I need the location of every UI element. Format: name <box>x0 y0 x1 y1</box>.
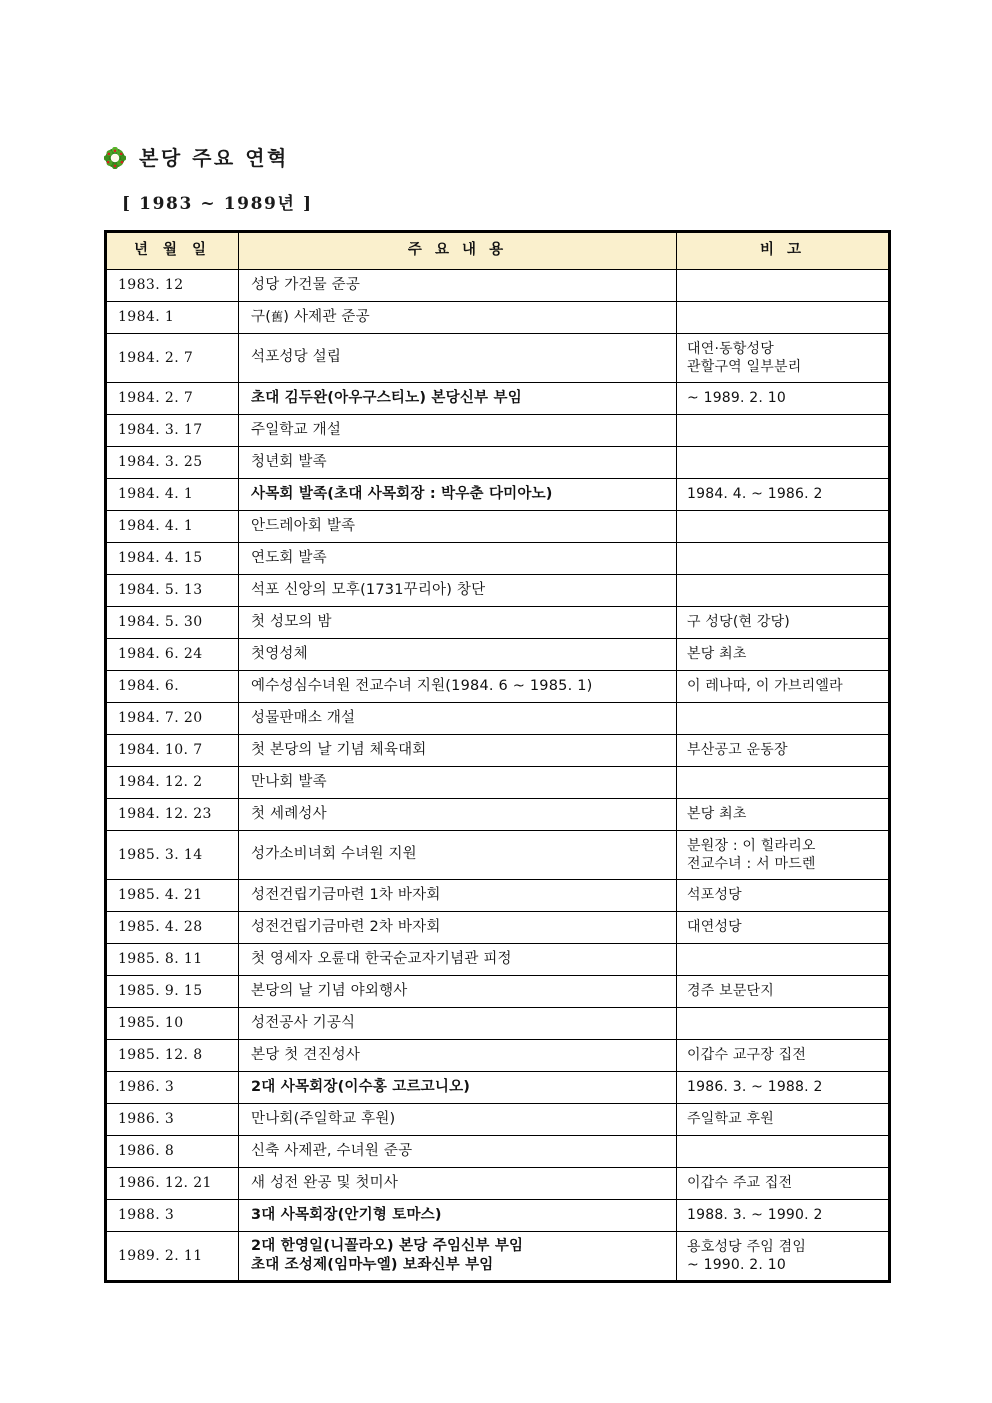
table-row <box>106 415 890 447</box>
table-body <box>106 270 890 1282</box>
cell-date: 1983. 12 <box>106 270 239 302</box>
cell-remarks <box>677 334 890 383</box>
table-row <box>106 270 890 302</box>
cell-date: 1984. 4. 1 <box>106 479 239 511</box>
column-header-date: 년 월 일 <box>106 232 239 270</box>
cell-remarks <box>677 543 890 575</box>
cell-content: 본당의 날 기념 야외행사 <box>239 976 677 1008</box>
parish-history-table <box>104 230 891 1283</box>
cell-date: 1985. 3. 14 <box>106 831 239 880</box>
cell-date: 1984. 7. 20 <box>106 703 239 735</box>
cell-remarks: 석포성당 <box>677 880 890 912</box>
cell-remarks <box>677 831 890 880</box>
cell-remarks: ~ 1989. 2. 10 <box>677 383 890 415</box>
table-row <box>106 639 890 671</box>
cell-date: 1984. 5. 13 <box>106 575 239 607</box>
cell-content: 예수성심수녀원 전교수녀 지원(1984. 6 ~ 1985. 1) <box>239 671 677 703</box>
cell-content: 2대 사목회장(이수홍 고르고니오) <box>239 1072 677 1104</box>
cell-remarks: 이갑수 주교 집전 <box>677 1168 890 1200</box>
table-row <box>106 735 890 767</box>
table-row <box>106 1104 890 1136</box>
cell-content: 초대 김두완(아우구스티노) 본당신부 부임 <box>239 383 677 415</box>
column-header-content: 주 요 내 용 <box>239 232 677 270</box>
cell-content: 구(舊) 사제관 준공 <box>239 302 677 334</box>
cell-remarks: 본당 최초 <box>677 799 890 831</box>
cell-remarks: 1988. 3. ~ 1990. 2 <box>677 1200 890 1232</box>
cell-date: 1984. 2. 7 <box>106 383 239 415</box>
cell-content: 사목회 발족(초대 사목회장 : 박우춘 다미아노) <box>239 479 677 511</box>
cell-remarks <box>677 415 890 447</box>
cell-content: 안드레아회 발족 <box>239 511 677 543</box>
cell-content: 첫 본당의 날 기념 체육대회 <box>239 735 677 767</box>
cell-date: 1986. 8 <box>106 1136 239 1168</box>
cell-content: 성가소비녀회 수녀원 지원 <box>239 831 677 880</box>
cell-date: 1984. 1 <box>106 302 239 334</box>
cell-date: 1988. 3 <box>106 1200 239 1232</box>
cell-content-line: 초대 조성제(임마누엘) 보좌신부 부임 <box>251 1257 494 1273</box>
cell-content: 주일학교 개설 <box>239 415 677 447</box>
cell-remarks: 이 레나따, 이 가브리엘라 <box>677 671 890 703</box>
cell-content: 첫 성모의 밤 <box>239 607 677 639</box>
cell-content: 성전건립기금마련 1차 바자회 <box>239 880 677 912</box>
cell-remarks: 부산공고 운동장 <box>677 735 890 767</box>
table-row <box>106 543 890 575</box>
cell-remarks-line: ~ 1990. 2. 10 <box>687 1257 786 1273</box>
cell-content: 만나회(주일학교 후원) <box>239 1104 677 1136</box>
cell-remarks: 대연성당 <box>677 912 890 944</box>
column-header-remarks: 비 고 <box>677 232 890 270</box>
cell-date: 1986. 12. 21 <box>106 1168 239 1200</box>
table-row <box>106 511 890 543</box>
table-row <box>106 880 890 912</box>
cell-content: 본당 첫 견진성사 <box>239 1040 677 1072</box>
cell-content: 첫 세례성사 <box>239 799 677 831</box>
cell-date: 1984. 5. 30 <box>106 607 239 639</box>
cell-date: 1989. 2. 11 <box>106 1232 239 1282</box>
cell-remarks: 이갑수 교구장 집전 <box>677 1040 890 1072</box>
cell-content: 신축 사제관, 수녀원 준공 <box>239 1136 677 1168</box>
cell-remarks-line: 용호성당 주임 겸임 <box>687 1238 807 1255</box>
table-row <box>106 1168 890 1200</box>
cell-remarks <box>677 302 890 334</box>
cell-remarks-line: 분원장 : 이 힐라리오 <box>687 837 816 854</box>
cell-date: 1984. 12. 23 <box>106 799 239 831</box>
cell-content: 성당 가건물 준공 <box>239 270 677 302</box>
cell-date: 1986. 3 <box>106 1072 239 1104</box>
table-row <box>106 703 890 735</box>
table-row <box>106 799 890 831</box>
cell-content: 성전건립기금마련 2차 바자회 <box>239 912 677 944</box>
cell-remarks: 1986. 3. ~ 1988. 2 <box>677 1072 890 1104</box>
cell-remarks <box>677 703 890 735</box>
table-row <box>106 976 890 1008</box>
cell-content <box>239 1232 677 1282</box>
table-row <box>106 1232 890 1282</box>
wreath-icon <box>104 147 126 169</box>
table-row <box>106 607 890 639</box>
cell-content: 청년회 발족 <box>239 447 677 479</box>
cell-remarks <box>677 767 890 799</box>
cell-content: 만나회 발족 <box>239 767 677 799</box>
cell-date: 1984. 6. <box>106 671 239 703</box>
table-row <box>106 334 890 383</box>
cell-date: 1985. 10 <box>106 1008 239 1040</box>
table-row <box>106 302 890 334</box>
table-row <box>106 767 890 799</box>
cell-date: 1984. 4. 15 <box>106 543 239 575</box>
page-subtitle: [ 1983 ~ 1989년 ] <box>122 194 313 214</box>
cell-content: 성물판매소 개설 <box>239 703 677 735</box>
table-row <box>106 479 890 511</box>
cell-date: 1985. 4. 21 <box>106 880 239 912</box>
table-row <box>106 1072 890 1104</box>
cell-remarks <box>677 511 890 543</box>
cell-date: 1984. 4. 1 <box>106 511 239 543</box>
cell-date: 1985. 8. 11 <box>106 944 239 976</box>
cell-remarks <box>677 1136 890 1168</box>
cell-date: 1984. 3. 25 <box>106 447 239 479</box>
cell-remarks: 주일학교 후원 <box>677 1104 890 1136</box>
cell-remarks: 경주 보문단지 <box>677 976 890 1008</box>
cell-content: 3대 사목회장(안기형 토마스) <box>239 1200 677 1232</box>
cell-date: 1984. 3. 17 <box>106 415 239 447</box>
table-header <box>106 232 890 270</box>
cell-content: 첫영성체 <box>239 639 677 671</box>
cell-date: 1986. 3 <box>106 1104 239 1136</box>
cell-date: 1984. 12. 2 <box>106 767 239 799</box>
cell-remarks-line: 대연·동항성당 <box>687 340 774 357</box>
cell-content: 첫 영세자 오륜대 한국순교자기념관 피정 <box>239 944 677 976</box>
cell-remarks: 구 성당(현 강당) <box>677 607 890 639</box>
hanja-glyph: 舊 <box>271 309 284 324</box>
cell-date: 1985. 9. 15 <box>106 976 239 1008</box>
table-row <box>106 383 890 415</box>
cell-date: 1984. 10. 7 <box>106 735 239 767</box>
cell-remarks <box>677 1008 890 1040</box>
cell-content: 연도회 발족 <box>239 543 677 575</box>
cell-remarks <box>677 270 890 302</box>
cell-remarks: 본당 최초 <box>677 639 890 671</box>
table-row <box>106 1136 890 1168</box>
cell-content: 성전공사 기공식 <box>239 1008 677 1040</box>
table-header-row <box>106 232 890 270</box>
table-row <box>106 1200 890 1232</box>
table-row <box>106 575 890 607</box>
cell-remarks <box>677 944 890 976</box>
table-row <box>106 944 890 976</box>
cell-content-line: 2대 한영일(니꼴라오) 본당 주임신부 부임 <box>251 1237 524 1254</box>
cell-remarks <box>677 447 890 479</box>
cell-content: 석포성당 설립 <box>239 334 677 383</box>
cell-date: 1984. 2. 7 <box>106 334 239 383</box>
cell-date: 1985. 4. 28 <box>106 912 239 944</box>
cell-remarks: 1984. 4. ~ 1986. 2 <box>677 479 890 511</box>
cell-content: 석포 신앙의 모후(1731꾸리아) 창단 <box>239 575 677 607</box>
page-title: 본당 주요 연혁 <box>139 146 289 170</box>
cell-date: 1985. 12. 8 <box>106 1040 239 1072</box>
page-heading <box>104 141 289 175</box>
table-row <box>106 1040 890 1072</box>
table-row <box>106 671 890 703</box>
cell-remarks <box>677 1232 890 1282</box>
table-row <box>106 447 890 479</box>
cell-remarks-line: 전교수녀 : 서 마드렌 <box>687 856 816 872</box>
table-row <box>106 831 890 880</box>
cell-content: 새 성전 완공 및 첫미사 <box>239 1168 677 1200</box>
cell-remarks-line: 관할구역 일부분리 <box>687 359 802 375</box>
cell-date: 1984. 6. 24 <box>106 639 239 671</box>
table-row <box>106 912 890 944</box>
table-row <box>106 1008 890 1040</box>
cell-remarks <box>677 575 890 607</box>
